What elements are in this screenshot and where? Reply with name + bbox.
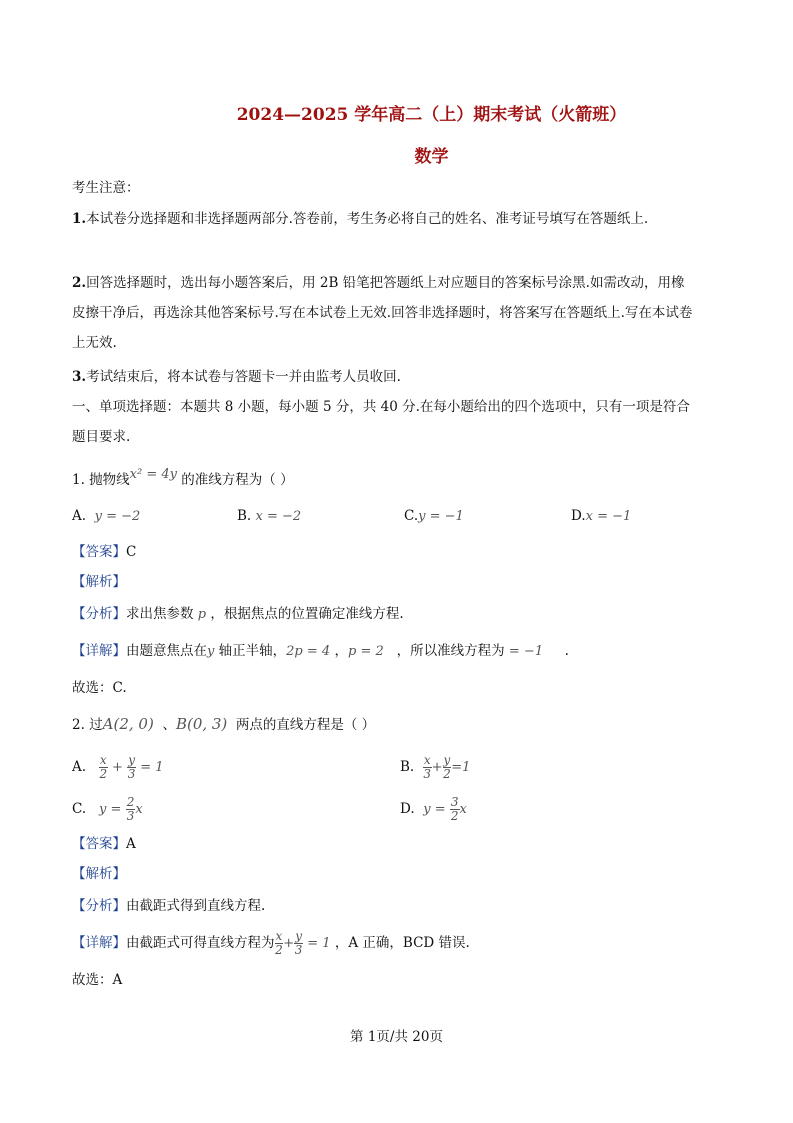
q1-fenxi-tag: 【分析】	[72, 606, 126, 622]
q1-stem	[72, 467, 294, 491]
page-number: 第 1页/共 20页	[350, 1029, 443, 1045]
notice-heading: 考生注意：	[72, 180, 140, 196]
q2-option-c: C. y = $\frac{2}{3}$ x	[72, 795, 143, 823]
notice-item-1-num: 1.	[72, 211, 87, 227]
q2-detail: 【详解】由截距式可得直线方程为 $\frac{x}{2}$ + $\frac{y}{3}$ = 1 ，A 正确，BCD 错误.	[72, 929, 470, 957]
q1-answer	[72, 542, 136, 562]
q2-option-d: D. y = $\frac{3}{2}$ x	[400, 795, 467, 823]
q2-answer-value: A	[126, 836, 136, 852]
notice-item-3-num: 3.	[72, 369, 87, 385]
q1-analysis-tag: 【解析】	[72, 574, 126, 590]
q1-option-c-math: y = −1	[418, 509, 464, 524]
q1-option-d	[571, 506, 631, 527]
q1-option-c-label: C.	[404, 508, 419, 524]
q2-fenxi: 【分析】由截距式得到直线方程.	[72, 898, 266, 914]
exam-title: 2024—2025 学年高二（上）期末考试（火箭班）	[236, 105, 627, 125]
notice-item-3-text: 考试结束后，将本试卷与答题卡一并由监考人员收回.	[86, 369, 401, 385]
q1-option-c	[404, 506, 464, 527]
q1-stem-math: x² = 4y	[129, 467, 177, 482]
q1-option-a	[72, 506, 140, 527]
q1-answer-value: C	[126, 544, 137, 560]
q2-option-b: B. $\frac{x}{3}$ + $\frac{y}{2}$ =1	[400, 753, 471, 781]
notice-item-2-num: 2.	[72, 275, 87, 291]
q2-stem: 2. 过A(2, 0) 、B(0, 3) 两点的直线方程是（ ）	[72, 715, 376, 733]
q1-option-b-math: x = −2	[255, 509, 302, 524]
q2-conclusion: 故选：A	[72, 972, 123, 988]
q1-option-a-label: A.	[72, 508, 87, 524]
q2-analysis-tag: 【解析】	[72, 866, 126, 882]
exam-subject: 数学	[414, 147, 449, 167]
notice-item-1-text: 本试卷分选择题和非选择题两部分.答卷前，考生务必将自己的姓名、准考证号填写在答题纸上.	[86, 211, 649, 227]
section-1-heading: 一、单项选择题：本题共 8 小题，每小题 5 分，共 40 分.在每小题给出的四个选项中，只有一项是符合题目要求.	[72, 399, 690, 445]
q1-answer-tag: 【答案】	[72, 544, 126, 560]
notice-item-2-text: 回答选择题时，选出每小题答案后，用 2B 铅笔把答题纸上对应题目的答案标号涂黑.如需改动，用橡皮擦干净后，再选涂其他答案标号.写在本试卷上无效.回答非选择题时，将答案写在答题纸上.写在本试卷上无效.	[72, 275, 693, 351]
q1-conclusion: 故选：C.	[72, 680, 127, 696]
q1-fenxi-math: p	[197, 607, 207, 622]
q2-answer: 【答案】A	[72, 836, 136, 852]
q2-option-a: A. $\frac{x}{2}$ + $\frac{y}{3}$ = 1	[72, 753, 164, 781]
q1-fenxi: 【分析】求出焦参数 p ，根据焦点的位置确定准线方程.	[72, 606, 404, 622]
q1-detail: 【详解】由题意焦点在y 轴正半轴，2p = 4 ，p = 2 ，所以准线方程为 = −1 .	[72, 643, 569, 659]
q1-stem-prefix: 1. 抛物线	[72, 472, 130, 488]
q2-point-b: B(0, 3)	[175, 715, 228, 733]
q1-option-b	[237, 506, 301, 527]
q1-option-d-math: x = −1	[585, 509, 632, 524]
q1-stem-suffix: 的准线方程为（ ）	[177, 472, 294, 488]
notice-item-3	[72, 362, 697, 392]
notice-item-2	[72, 268, 697, 358]
q2-point-a: A(2, 0)	[102, 715, 154, 733]
q1-option-d-label: D.	[571, 508, 586, 524]
q1-detail-tag: 【详解】	[72, 643, 126, 659]
q1-option-a-math: y = −2	[94, 509, 141, 524]
q1-option-b-label: B.	[237, 508, 252, 524]
notice-item-1	[72, 204, 697, 234]
